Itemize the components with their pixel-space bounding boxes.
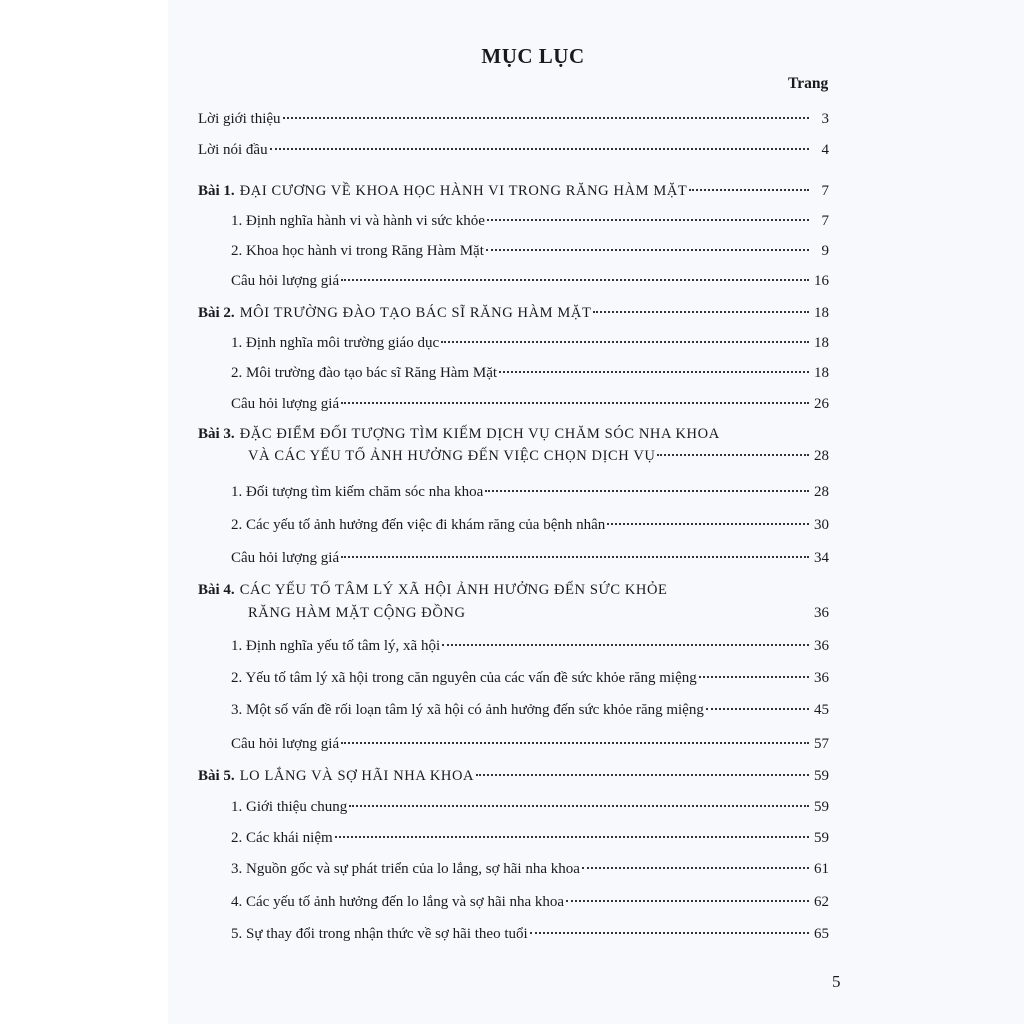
toc-entry[interactable] [231, 241, 829, 261]
leader-dots [283, 117, 809, 119]
toc-page: 18 [814, 335, 829, 351]
leader-dots [607, 523, 809, 525]
toc-label: Lời nói đầu [198, 142, 268, 158]
page-title: MỤC LỤC [481, 44, 585, 68]
lesson-title-line1: CÁC YẾU TỐ TÂM LÝ XÃ HỘI ẢNH HƯỞNG ĐẾN SỨC KHỎE [239, 582, 668, 598]
toc-label: Câu hỏi lượng giá [231, 736, 340, 752]
toc-label: Câu hỏi lượng giá [231, 396, 340, 412]
toc-page: 4 [821, 142, 829, 158]
lesson-heading-line1[interactable] [198, 424, 720, 444]
leader-dots [499, 371, 809, 373]
toc-lesson-entry[interactable] [248, 603, 829, 623]
toc-page: 7 [821, 183, 829, 199]
toc-page: 36 [814, 638, 829, 654]
toc-lesson-entry[interactable] [198, 766, 829, 786]
lesson-title: LO LẮNG VÀ SỢ HÃI NHA KHOA [239, 768, 475, 784]
toc-page: 57 [814, 736, 829, 752]
leader-dots [689, 189, 809, 191]
toc-entry[interactable] [231, 892, 829, 912]
toc-label: 1. Định nghĩa môi trường giáo dục [231, 335, 440, 351]
leader-dots [699, 676, 809, 678]
leader-dots [270, 148, 809, 150]
page-number: 5 [832, 972, 841, 991]
leader-dots [341, 556, 809, 558]
toc-page: 61 [814, 861, 829, 877]
page-column-header: Trang [788, 75, 829, 92]
toc-entry[interactable] [231, 859, 829, 879]
toc-page: 28 [814, 448, 829, 464]
toc-label: 5. Sự thay đổi trong nhận thức về sợ hãi theo tuổi [231, 926, 528, 942]
toc-label: 3. Nguồn gốc và sự phát triển của lo lắng, sợ hãi nha khoa [231, 861, 580, 877]
leader-dots [476, 774, 809, 776]
toc-label: 2. Yếu tố tâm lý xã hội trong căn nguyên của các vấn đề sức khỏe răng miệng [231, 670, 697, 686]
toc-label: 3. Một số vấn đề rối loạn tâm lý xã hội có ảnh hưởng đến sức khỏe răng miệng [231, 702, 704, 718]
leader-dots [706, 708, 809, 710]
lesson-number: Bài 2. [198, 305, 235, 321]
toc-page: 62 [814, 894, 829, 910]
toc-entry[interactable] [231, 828, 829, 848]
leader-dots [582, 867, 809, 869]
leader-dots [335, 836, 809, 838]
toc-page: 16 [814, 273, 829, 289]
toc-page: 30 [814, 517, 829, 533]
toc-entry[interactable] [231, 363, 829, 383]
toc-label: 2. Các khái niệm [231, 830, 333, 846]
toc-entry[interactable] [231, 548, 829, 568]
toc-page: 28 [814, 484, 829, 500]
toc-label: 4. Các yếu tố ảnh hưởng đến lo lắng và sợ hãi nha khoa [231, 894, 565, 910]
leader-dots [341, 402, 809, 404]
toc-entry[interactable] [231, 515, 829, 535]
toc-label: Lời giới thiệu [198, 111, 281, 127]
leader-dots [530, 932, 809, 934]
toc-page: 18 [814, 365, 829, 381]
toc-page: 3 [821, 111, 829, 127]
lesson-title-line1: ĐẶC ĐIỂM ĐỐI TƯỢNG TÌM KIẾM DỊCH VỤ CHĂM SÓC NHA KHOA [239, 426, 720, 442]
toc-entry[interactable] [231, 924, 829, 944]
leader-dots [341, 742, 809, 744]
book-page [168, 0, 1024, 1024]
leader-dots [442, 644, 809, 646]
lesson-number: Bài 5. [198, 768, 235, 784]
toc-page: 9 [821, 243, 829, 259]
toc-page: 7 [821, 213, 829, 229]
toc-entry[interactable] [231, 211, 829, 231]
toc-lesson-entry[interactable] [198, 181, 829, 201]
leader-dots [487, 219, 809, 221]
toc-page: 26 [814, 396, 829, 412]
toc-page: 65 [814, 926, 829, 942]
toc-page: 18 [814, 305, 829, 321]
leader-dots [486, 249, 809, 251]
toc-entry[interactable] [231, 797, 829, 817]
toc-label: 2. Môi trường đào tạo bác sĩ Răng Hàm Mặt [231, 365, 498, 381]
toc-entry[interactable] [231, 700, 829, 720]
toc-page: 59 [814, 830, 829, 846]
lesson-title: ĐẠI CƯƠNG VỀ KHOA HỌC HÀNH VI TRONG RĂNG HÀM MẶT [239, 183, 688, 199]
toc-label: 1. Đối tượng tìm kiếm chăm sóc nha khoa [231, 484, 484, 500]
toc-entry[interactable] [231, 271, 829, 291]
toc-entry[interactable] [231, 394, 829, 414]
leader-dots [485, 490, 809, 492]
leader-dots [593, 311, 809, 313]
toc-page: 36 [814, 670, 829, 686]
leader-dots [566, 900, 809, 902]
toc-entry[interactable] [231, 482, 829, 502]
toc-label: 2. Các yếu tố ảnh hưởng đến việc đi khám răng của bệnh nhân [231, 517, 606, 533]
lesson-title: MÔI TRƯỜNG ĐÀO TẠO BÁC SĨ RĂNG HÀM MẶT [239, 305, 592, 321]
toc-page: 36 [814, 605, 829, 621]
toc-entry[interactable] [198, 109, 829, 129]
toc-label: 1. Giới thiệu chung [231, 799, 348, 815]
toc-entry[interactable] [231, 734, 829, 754]
lesson-number: Bài 4. [198, 582, 235, 598]
toc-lesson-entry[interactable] [248, 446, 829, 466]
lesson-heading-line1[interactable] [198, 580, 668, 600]
toc-page: 59 [814, 799, 829, 815]
toc-label: Câu hỏi lượng giá [231, 550, 340, 566]
toc-page: 59 [814, 768, 829, 784]
toc-label: 1. Định nghĩa yếu tố tâm lý, xã hội [231, 638, 441, 654]
leader-dots [657, 454, 809, 456]
lesson-title-line2: RĂNG HÀM MẶT CỘNG ĐỒNG [248, 605, 466, 621]
lesson-number: Bài 3. [198, 426, 235, 442]
toc-entry[interactable] [231, 668, 829, 688]
leader-dots [441, 341, 809, 343]
toc-page: 45 [814, 702, 829, 718]
toc-entry[interactable] [231, 333, 829, 353]
toc-label: Câu hỏi lượng giá [231, 273, 340, 289]
lesson-number: Bài 1. [198, 183, 235, 199]
toc-entry[interactable] [231, 636, 829, 656]
leader-dots [349, 805, 809, 807]
toc-label: 2. Khoa học hành vi trong Răng Hàm Mặt [231, 243, 484, 259]
toc-entry[interactable] [198, 140, 829, 160]
toc-lesson-entry[interactable] [198, 303, 829, 323]
leader-dots [341, 279, 809, 281]
leader-space [468, 611, 809, 613]
lesson-title-line2: VÀ CÁC YẾU TỐ ẢNH HƯỞNG ĐẾN VIỆC CHỌN DỊCH VỤ [248, 448, 656, 464]
toc-label: 1. Định nghĩa hành vi và hành vi sức khỏe [231, 213, 485, 229]
toc-page: 34 [814, 550, 829, 566]
